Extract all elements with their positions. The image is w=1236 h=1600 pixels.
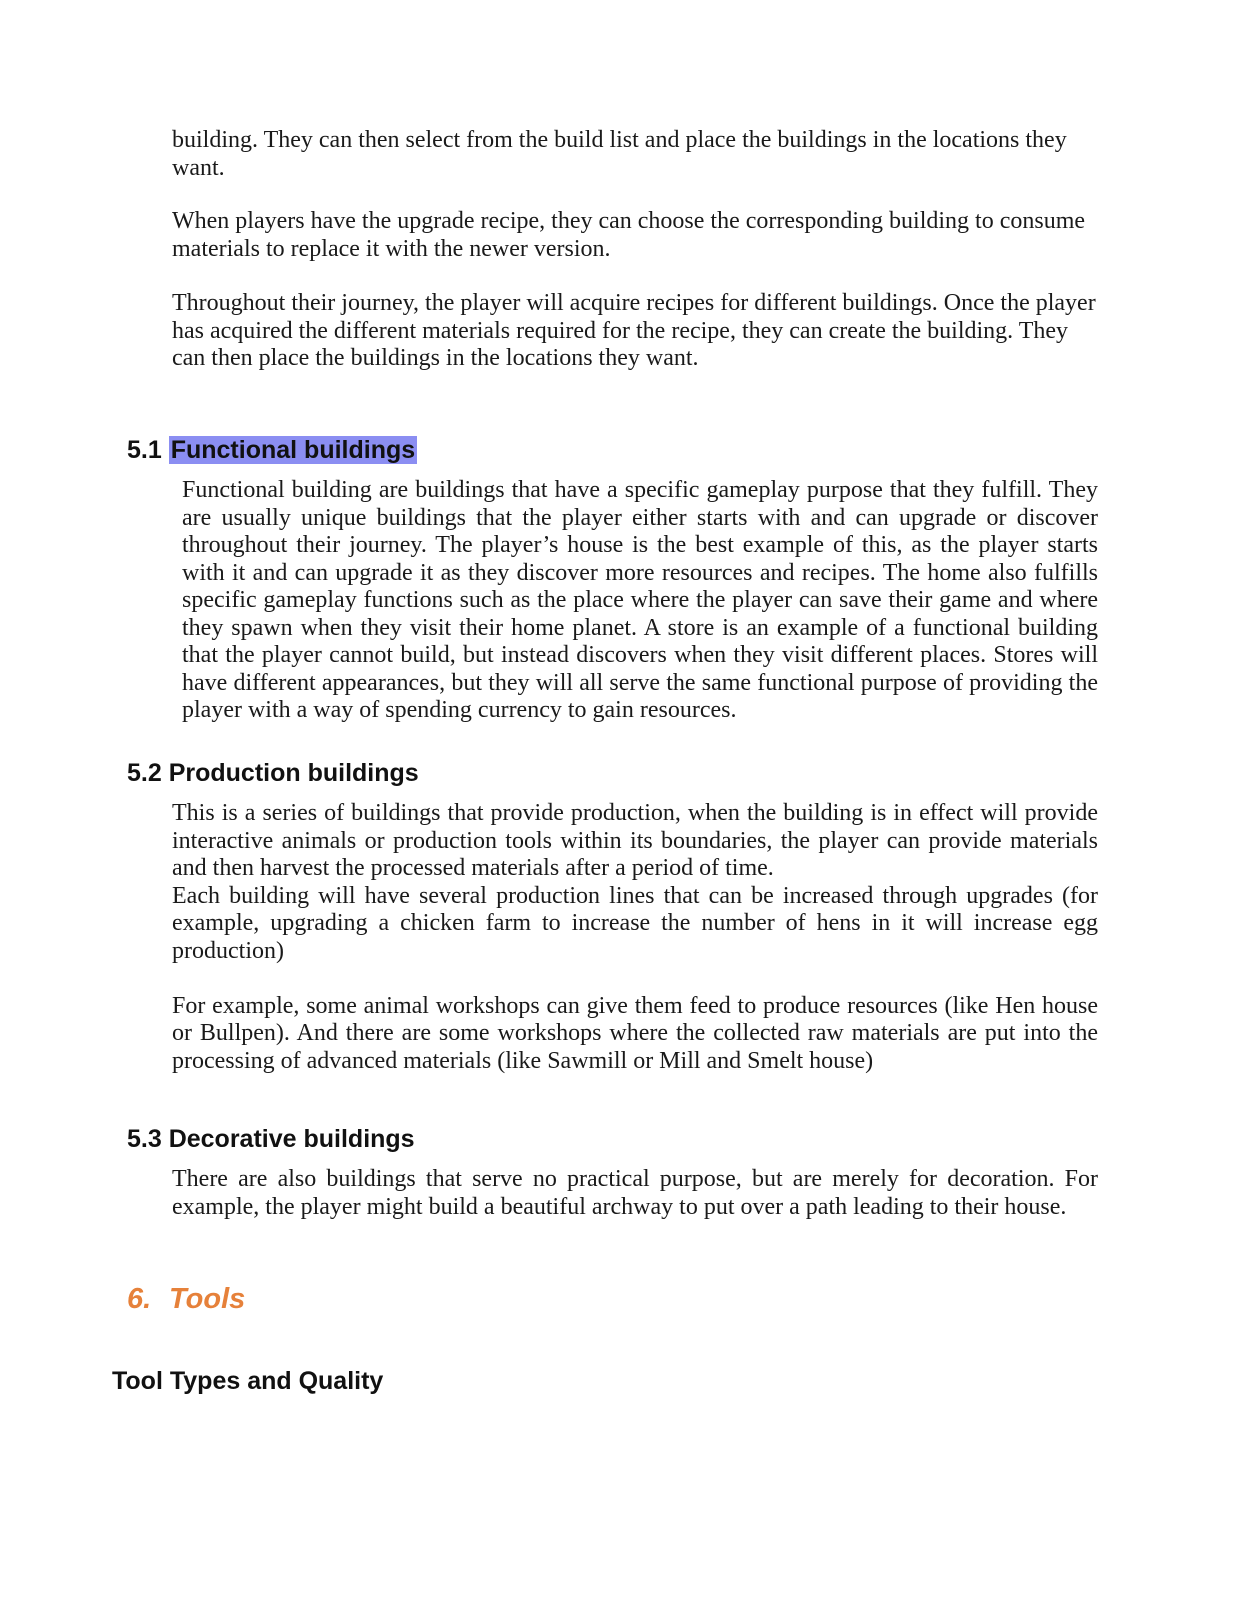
- section-5-2-paragraph-3: For example, some animal workshops can give them feed to produce resources (like Hen house or Bullpen). And there are some workshops where the collected raw materials are put into the processing of advanced materials (like Sawmill or Mill and Smelt house): [172, 992, 1098, 1074]
- intro-paragraph-3: Throughout their journey, the player will acquire recipes for different buildings. Once the player has acquired the different materials required for the recipe, they can create the building. They can then place the buildings in the locations they want.: [172, 290, 1096, 371]
- section-5-2-paragraph-1: This is a series of buildings that provide production, when the building is in effect will provide interactive animals or production tools within its boundaries, the player can provide materials and then harvest the processed materials after a period of time.: [172, 800, 1098, 881]
- intro-paragraph-1: building. They can then select from the build list and place the buildings in the locations they want.: [172, 127, 1067, 181]
- section-5-2-heading: 5.2 Production buildings: [127, 759, 419, 787]
- intro-paragraph-2: When players have the upgrade recipe, they can choose the corresponding building to consume materials to replace it with the newer version.: [172, 208, 1086, 262]
- section-5-1-heading: [127, 435, 417, 465]
- chapter-6-title: Tools: [169, 1283, 246, 1315]
- tool-types-subheading: Tool Types and Quality: [112, 1367, 384, 1395]
- section-5-1-number: 5.1: [127, 436, 162, 464]
- section-5-2-body: [172, 800, 1098, 1075]
- chapter-6-heading: [127, 1282, 245, 1316]
- section-5-1-paragraph: Functional building are buildings that have a specific gameplay purpose that they fulfill. They are usually unique buildings that the player either starts with and can upgrade or discover throughout their journey. The player’s house is the best example of this, as the player starts with it and can upgrade it as they discover more resources and recipes. The home also fulfills specific gameplay functions such as the place where the player can save their game and where they spawn when they visit their home planet. A store is an example of a functional building that the player cannot build, but instead discovers when they visit different places. Stores will have different appearances, but they will all serve the same functional purpose of providing the player with a way of spending currency to gain resources.: [182, 477, 1098, 723]
- section-5-3-heading: 5.3 Decorative buildings: [127, 1125, 415, 1153]
- section-5-2-paragraph-2: Each building will have several production lines that can be increased through upgrades (for example, upgrading a chicken farm to increase the number of hens in it will increase egg production): [172, 882, 1098, 964]
- chapter-6-number: 6.: [127, 1283, 152, 1315]
- section-5-3-paragraph: There are also buildings that serve no practical purpose, but are merely for decoration. For example, the player might build a beautiful archway to put over a path leading to their house.: [172, 1166, 1098, 1220]
- section-5-1-title-highlighted: Functional buildings: [170, 436, 416, 464]
